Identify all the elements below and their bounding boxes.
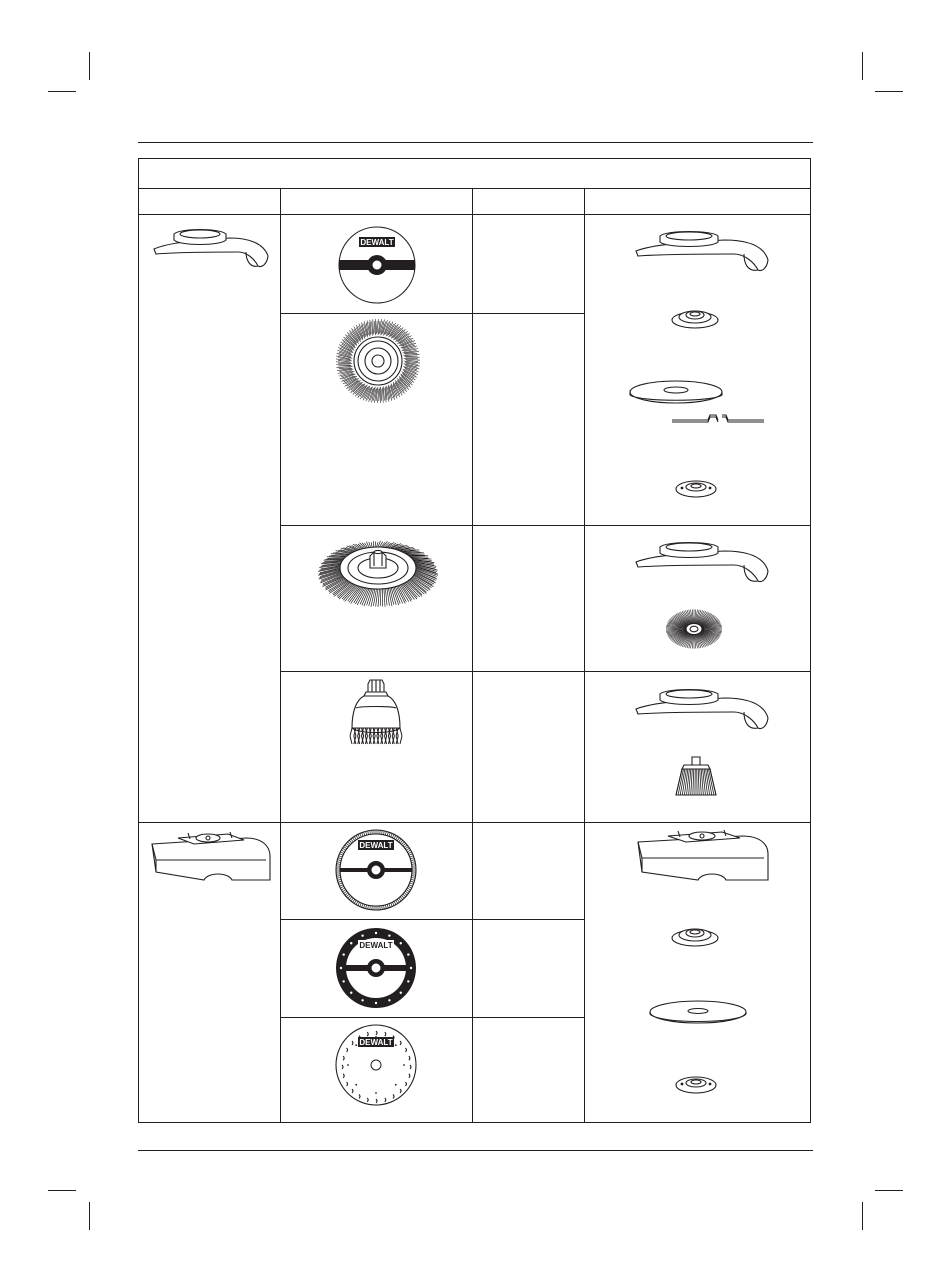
section-divider [138,822,811,823]
cooling-hole [355,1044,357,1046]
wire-wheel-icon [664,609,724,649]
segment-dot [407,953,409,955]
diamond-turbo-wheel-icon [334,1023,418,1107]
segment-dot [361,999,363,1001]
cooling-hole [375,1092,377,1094]
wire-strand [377,542,379,547]
table-header-row [138,188,811,189]
threaded-wire-wheel-icon [316,532,440,616]
cooling-hole [395,1044,397,1046]
wire-strand [380,589,381,606]
wire-strand [403,354,419,355]
segment-dot [388,999,390,1001]
segment-dot [388,934,390,936]
wire-strand [372,322,373,336]
segment-dot [400,942,402,944]
segment-dot [350,942,352,944]
logo-text: DEWALT [360,238,394,247]
diamond-cutting-wheel-icon [334,828,418,912]
segment-dot [375,932,377,934]
wire-strand [375,542,376,548]
wheel-disc-icon [648,998,748,1030]
segment-dot [361,934,363,936]
wire-strand [373,319,374,334]
logo-text: DEWALT [359,941,393,950]
wire-strand [371,542,372,547]
bristle [350,728,352,744]
cooling-hole [395,1084,397,1086]
type-1-guard-icon [632,224,772,276]
wire-strand [378,589,380,607]
type-1-guard-icon [632,535,772,587]
wire-strand [385,588,387,605]
type-1-guard-icon [632,682,772,734]
cooling-hole [403,1064,405,1066]
wire-strand [369,542,371,548]
wheel-disc-icon [628,378,768,428]
segment-dot [407,980,409,982]
segment-dot [375,1002,377,1004]
wire-cup-brush-icon [346,678,406,754]
wire-strand [398,586,406,602]
segment-dot [342,980,344,982]
type-1-guard-icon [150,222,270,272]
type-27-guard-icon [148,830,274,886]
backing-flange-icon [670,306,720,330]
abrasive-wheel-icon [337,225,417,305]
wire-strand [338,363,352,364]
segment-dot [410,967,412,969]
segmented-cutting-wheel-icon [334,926,418,1010]
wire-cup-brush-icon [672,755,720,797]
wire-strand [337,366,353,367]
segment-dot [400,992,402,994]
cooling-hole [375,1036,377,1038]
backing-flange-icon [670,924,720,948]
type-27-guard-icon [634,828,774,888]
bristle [400,728,402,744]
lock-nut-icon [674,476,718,500]
cooling-hole [355,1084,357,1086]
segment-dot [342,953,344,955]
wire-wheel-icon [334,317,422,405]
wire-strand [384,589,385,607]
segment-dot [340,967,342,969]
wire-strand [404,358,418,359]
lock-nut-icon [674,1072,718,1096]
segment-dot [350,992,352,994]
logo-text: DEWALT [359,1038,393,1047]
wire-strand [383,388,384,403]
logo-text: DEWALT [359,841,393,850]
cooling-hole [347,1064,349,1066]
wire-strand [383,386,384,400]
